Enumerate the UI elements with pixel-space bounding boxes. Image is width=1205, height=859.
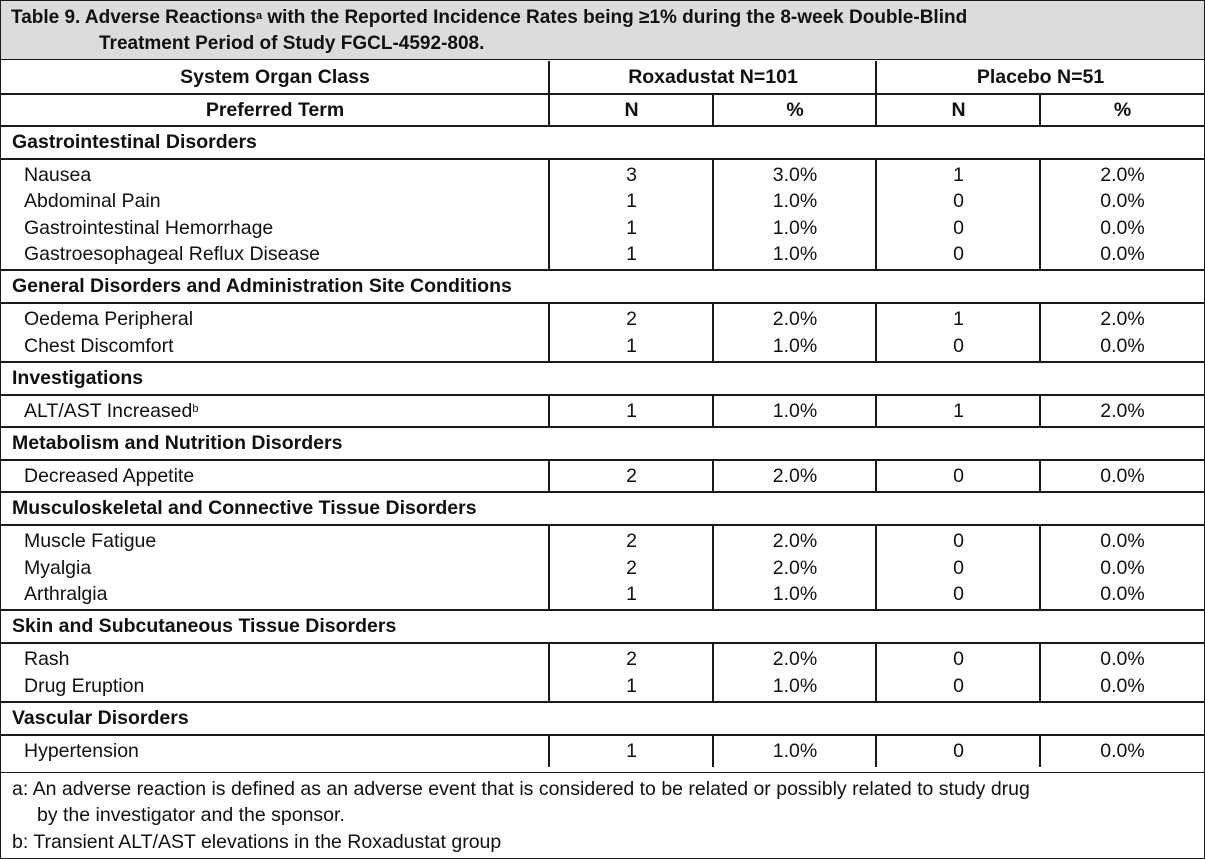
category-rule [1,459,1204,461]
preferred-term-text: Gastroesophageal Reflux Disease [24,242,320,265]
roxadustat-n-cell: 1 [626,674,637,697]
category-heading: Musculoskeletal and Connective Tissue Disorders [12,497,477,520]
preferred-term-cell [24,528,156,554]
roxadustat-pct-cell: 1.0% [772,674,818,697]
placebo-pct-cell: 0.0% [1100,216,1145,239]
placebo-pct-cell: 0.0% [1100,648,1145,671]
table-row [1,528,1204,554]
column-divider [1039,459,1041,492]
table-row [1,398,1204,424]
column-divider [712,459,714,492]
roxadustat-pct-cell: 1.0% [772,739,818,762]
preferred-term-text: Myalgia [24,556,92,579]
preferred-term-cell [24,463,194,489]
category-rule [1,394,1204,396]
header-placebo-n: N [951,99,966,121]
preferred-term-cell [24,581,107,607]
table-row [1,555,1204,581]
column-divider [712,524,714,610]
roxadustat-n-cell: 2 [626,530,637,553]
roxadustat-n-cell: 1 [626,739,637,762]
placebo-n-cell: 0 [953,648,964,671]
table-row [1,463,1204,489]
table-row [1,581,1204,607]
placebo-pct-cell: 0.0% [1100,334,1145,357]
placebo-pct-cell: 0.0% [1100,674,1145,697]
header-roxadustat-n: N [624,99,639,121]
placebo-n-cell: 1 [953,399,964,422]
preferred-term-text: Abdominal Pain [24,190,161,213]
preferred-term-text: Hypertension [24,739,139,762]
category-heading: Skin and Subcutaneous Tissue Disorders [12,615,397,638]
placebo-n-cell: 0 [953,739,964,762]
header-roxadustat: Roxadustat N=101 [628,66,798,88]
placebo-pct-cell: 2.0% [1100,164,1145,186]
roxadustat-n-cell: 2 [626,465,637,488]
preferred-term-text: Oedema Peripheral [24,308,194,331]
category-rule [1,734,1204,736]
roxadustat-pct-cell: 2.0% [772,530,818,553]
roxadustat-n-cell: 2 [626,556,637,579]
header-placebo-pct: % [1113,99,1132,121]
placebo-n-cell: 0 [953,190,964,213]
roxadustat-n-cell: 1 [626,334,637,357]
caption-line2: Treatment Period of Study FGCL-4592-808. [99,33,485,54]
preferred-term-cell [24,398,198,424]
column-divider [712,302,714,362]
category-heading: Vascular Disorders [12,706,189,729]
roxadustat-n-cell: 1 [626,190,637,213]
category-rule [1,302,1204,304]
footnote-a-line1: a: An adverse reaction is defined as an adverse event that is considered to be related or possibly related to study drug [12,778,1030,800]
footnote-a-line2: by the investigator and the sponsor. [37,804,345,826]
preferred-term-cell [24,306,193,332]
column-divider [548,642,550,702]
placebo-n-cell: 0 [953,334,964,357]
table-row [1,738,1204,764]
column-divider [875,642,877,702]
roxadustat-pct-cell: 1.0% [772,334,818,357]
column-divider [548,459,550,492]
placebo-pct-cell: 0.0% [1100,242,1145,265]
column-divider [875,158,877,270]
preferred-term-cell [24,333,174,359]
column-divider [712,158,714,270]
roxadustat-pct-cell: 2.0% [772,308,818,331]
column-divider [1039,158,1041,270]
roxadustat-pct-cell: 2.0% [772,465,818,488]
preferred-term-text: ALT/AST Increased [24,399,193,422]
roxadustat-pct-cell: 3.0% [772,164,818,186]
term-footnote-marker: b [192,402,199,415]
roxadustat-n-cell: 1 [626,399,637,422]
placebo-n-cell: 0 [953,216,964,239]
column-divider [548,302,550,362]
roxadustat-n-cell: 1 [626,583,637,605]
column-divider [1039,524,1041,610]
roxadustat-pct-cell: 1.0% [772,242,818,265]
roxadustat-n-cell: 1 [626,242,637,265]
header-system-organ-class: System Organ Class [180,66,370,88]
preferred-term-cell [24,738,139,764]
header-placebo: Placebo N=51 [976,66,1105,88]
table-row [1,241,1204,267]
column-divider [548,394,550,427]
placebo-pct-cell: 2.0% [1100,399,1145,422]
placebo-n-cell: 0 [953,530,964,553]
header-preferred-term: Preferred Term [205,99,345,121]
placebo-pct-cell: 0.0% [1100,739,1145,762]
column-divider [875,734,877,767]
table-row [1,673,1204,699]
roxadustat-pct-cell: 1.0% [772,190,818,213]
placebo-n-cell: 1 [953,164,964,186]
placebo-pct-cell: 0.0% [1100,556,1145,579]
table-row [1,215,1204,241]
roxadustat-n-cell: 2 [626,308,637,331]
preferred-term-text: Chest Discomfort [24,334,174,357]
caption-line1-rest: with the Reported Incidence Rates being ≥1% during the 8-week Double-Blind [262,7,968,28]
preferred-term-cell [24,673,144,699]
column-divider [548,158,550,270]
placebo-n-cell: 0 [953,674,964,697]
placebo-pct-cell: 0.0% [1100,530,1145,553]
placebo-n-cell: 0 [953,556,964,579]
footnote-a [12,776,1200,828]
preferred-term-cell [24,162,91,188]
footnote-b: b: Transient ALT/AST elevations in the Roxadustat group [12,831,502,853]
placebo-n-cell: 0 [953,465,964,488]
roxadustat-pct-cell: 2.0% [772,556,818,579]
column-divider [1039,394,1041,427]
placebo-pct-cell: 0.0% [1100,190,1145,213]
preferred-term-text: Arthralgia [24,583,108,605]
table-row [1,188,1204,214]
category-rule [1,158,1204,160]
preferred-term-cell [24,555,91,581]
placebo-n-cell: 1 [953,308,964,331]
preferred-term-text: Decreased Appetite [24,465,195,488]
category-heading: Gastrointestinal Disorders [12,131,257,153]
roxadustat-pct-cell: 1.0% [772,216,818,239]
roxadustat-pct-cell: 1.0% [772,583,818,605]
placebo-pct-cell: 0.0% [1100,583,1145,605]
column-divider [875,302,877,362]
roxadustat-n-cell: 1 [626,216,637,239]
preferred-term-text: Muscle Fatigue [24,530,157,553]
table-row [1,646,1204,672]
column-divider [548,734,550,767]
caption-prefix: Table 9. Adverse Reactions [11,7,256,28]
preferred-term-text: Drug Eruption [24,674,145,697]
column-divider [712,642,714,702]
roxadustat-pct-cell: 2.0% [772,648,818,671]
table-caption [1,1,1204,60]
column-divider [1039,642,1041,702]
column-divider [712,394,714,427]
column-divider [875,394,877,427]
preferred-term-cell [24,215,273,241]
preferred-term-cell [24,646,70,672]
preferred-term-cell [24,188,161,214]
preferred-term-text: Nausea [24,164,92,186]
placebo-pct-cell: 2.0% [1100,308,1145,331]
roxadustat-n-cell: 2 [626,648,637,671]
table-row [1,162,1204,188]
placebo-n-cell: 0 [953,242,964,265]
table-row [1,306,1204,332]
column-divider [712,734,714,767]
roxadustat-pct-cell: 1.0% [772,399,818,422]
header-roxadustat-pct: % [786,99,804,121]
preferred-term-cell [24,241,320,267]
group-end-rule [1,361,1204,363]
column-divider [548,524,550,610]
column-divider [875,524,877,610]
footnote-rule [1,772,1204,773]
preferred-term-text: Gastrointestinal Hemorrhage [24,216,274,239]
category-heading: Investigations [12,366,144,389]
category-rule [1,524,1204,526]
preferred-term-text: Rash [24,648,70,671]
column-divider [1039,734,1041,767]
column-divider [875,459,877,492]
category-heading: General Disorders and Administration Site Conditions [12,275,512,298]
roxadustat-n-cell: 3 [626,164,637,186]
placebo-n-cell: 0 [953,583,964,605]
caption-footnote-marker: a [256,10,263,22]
column-divider [1039,302,1041,362]
category-rule [1,642,1204,644]
category-heading: Metabolism and Nutrition Disorders [12,432,343,455]
table-row [1,333,1204,359]
placebo-pct-cell: 0.0% [1100,465,1145,488]
